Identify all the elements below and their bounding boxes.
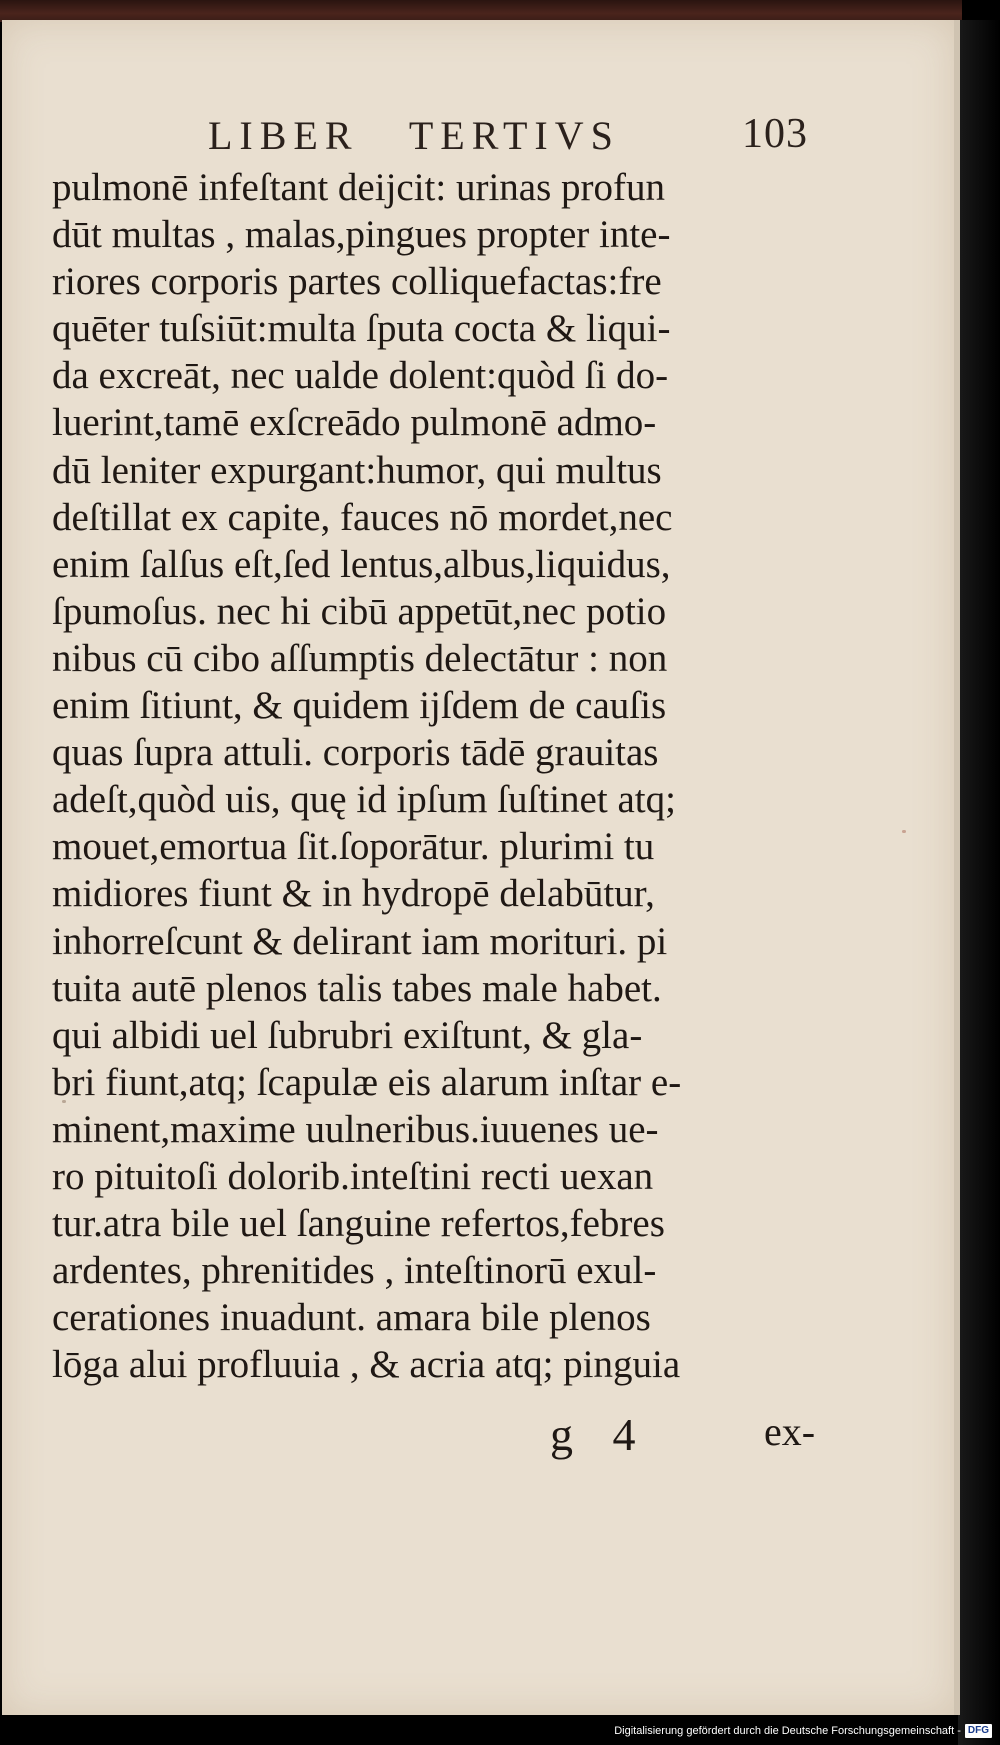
- credit-text: Digitalisierung gefördert durch die Deutsche Forschungsgemeinschaft -: [614, 1725, 961, 1737]
- text-line: enim ſalſus eſt,ſed lentus,albus,liquidus,: [52, 542, 671, 586]
- text-line: lōga alui profluuia , & acria atq; pinguia: [52, 1343, 681, 1387]
- book-top-edge: [0, 0, 962, 22]
- page-footer: [550, 1408, 850, 1468]
- text-line: ardentes, phrenitides , inteſtinorū exul-: [52, 1249, 657, 1293]
- text-line: da excreāt, nec ualde dolent:quòd ſi do-: [52, 354, 669, 398]
- page-number: 103: [742, 111, 808, 157]
- text-line: bri fiunt,atq; ſcapulæ eis alarum inſtar e-: [52, 1060, 682, 1104]
- text-line: tuita autē plenos talis tabes male habet.: [52, 966, 662, 1010]
- body-text: [52, 164, 852, 1388]
- text-line: tur.atra bile uel ſanguine refertos,febres: [52, 1202, 665, 1246]
- text-line: enim ſitiunt, & quidem ijſdem de cauſis: [52, 684, 667, 728]
- text-line: dū leniter expurgant:humor, qui multus: [52, 448, 662, 492]
- signature-mark: g 4: [550, 1409, 650, 1460]
- text-line: ſpumoſus. nec hi cibū appetūt,nec potio: [52, 589, 667, 633]
- dfg-logo-icon: DFG: [965, 1724, 992, 1738]
- text-line: deſtillat ex capite, fauces nō mordet,nec: [52, 495, 673, 539]
- text-line: quēter tuſsiūt:multa ſputa cocta & liqui-: [52, 307, 671, 351]
- book-gutter-shadow: [958, 20, 1000, 1745]
- running-title: LIBER TERTIVS: [208, 113, 620, 158]
- page-header: [208, 112, 808, 166]
- text-line: dūt multas , malas,pingues propter inte-: [52, 213, 671, 257]
- text-line: luerint,tamē exſcreādo pulmonē admo-: [52, 401, 657, 445]
- text-line: ro pituitoſi dolorib.inteſtini recti uexan: [52, 1154, 654, 1198]
- text-line: pulmonē infeſtant deijcit: urinas profun: [52, 166, 666, 209]
- catchword: ex-: [764, 1409, 816, 1454]
- text-line: minent,maxime uulneribus.iuuenes ue-: [52, 1107, 659, 1151]
- text-line: midiores fiunt & in hydropē delabūtur,: [52, 872, 655, 916]
- text-line: nibus cū cibo aſſumptis delectātur : non: [52, 636, 668, 680]
- text-line: quas ſupra attuli. corporis tādē grauitas: [52, 731, 659, 775]
- text-line: riores corporis partes colliquefactas:fre: [52, 260, 662, 304]
- text-line: cerationes inuadunt. amara bile plenos: [52, 1296, 651, 1340]
- text-line: qui albidi uel ſubrubri exiſtunt, & gla-: [52, 1013, 643, 1057]
- paper-speck: [902, 830, 906, 833]
- text-line: inhorreſcunt & delirant iam morituri. pi: [52, 919, 668, 963]
- text-line: mouet,emortua ſit.ſoporātur. plurimi tu: [52, 825, 655, 869]
- digitization-credit: [614, 1721, 992, 1741]
- text-line: adeſt,quòd uis, quę id ipſum ſuſtinet atq;: [52, 778, 676, 822]
